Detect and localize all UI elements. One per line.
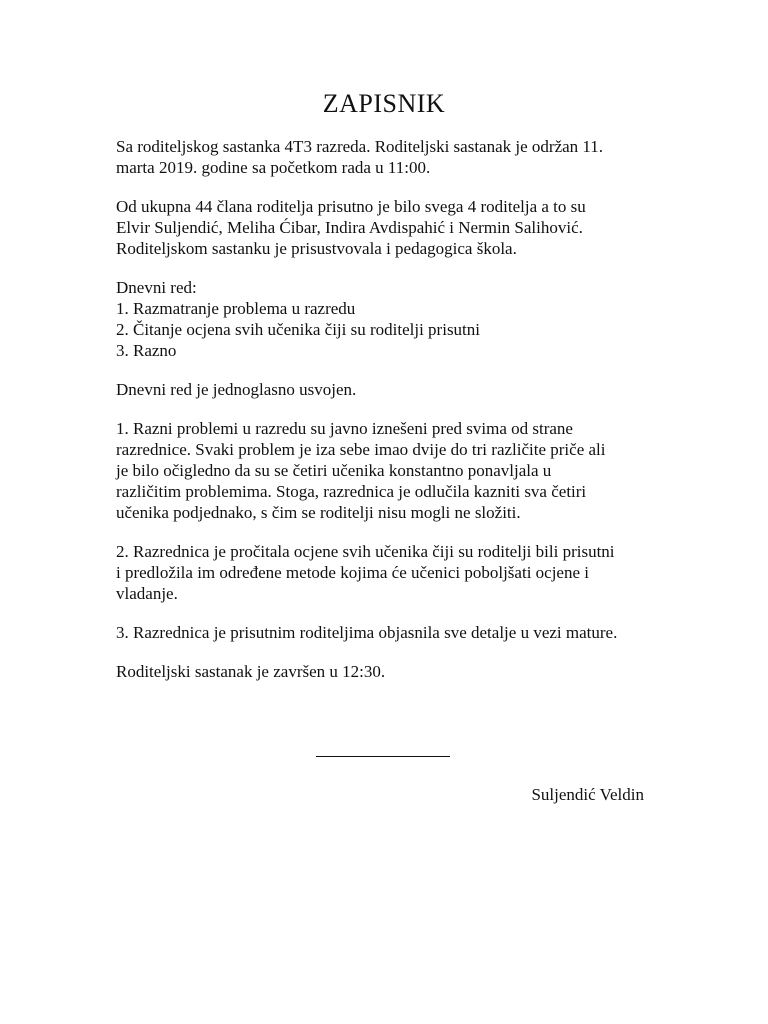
agenda-item: 3. Razno [116,341,177,360]
text-line: Od ukupna 44 člana roditelja prisutno je bilo svega 4 roditelja a to su [116,197,586,216]
text-line: 2. Razrednica je pročitala ocjene svih učenika čiji su roditelji bili prisutni [116,542,615,561]
document-body [116,136,676,700]
text-line: je bilo očigledno da su se četiri učenika konstantno ponavljala u [116,461,552,480]
text-line: Sa roditeljskog sastanka 4T3 razreda. Roditeljski sastanak je održan 11. [116,137,604,156]
paragraph-closing [116,661,676,682]
paragraph-agenda-adopted [116,379,676,400]
text-line: Roditeljski sastanak je završen u 12:30. [116,662,386,681]
text-line: 1. Razni problemi u razredu su javno iznešeni pred svima od strane [116,419,573,438]
paragraph-intro [116,136,676,178]
text-line: različitim problemima. Stoga, razrednica je odlučila kazniti sva četiri [116,482,587,501]
text-line: 3. Razrednica je prisutnim roditeljima objasnila sve detalje u vezi mature. [116,623,618,642]
text-line: Roditeljskom sastanku je prisustvovala i pedagogica škola. [116,239,517,258]
signature-line [316,756,450,757]
agenda-item: 1. Razmatranje problema u razredu [116,299,356,318]
text-line: Dnevni red: [116,278,197,297]
text-line: i predložila im određene metode kojima će učenici poboljšati ocjene i [116,563,589,582]
signature-name: Suljendić Veldin [531,785,644,804]
paragraph-item-2 [116,541,676,604]
paragraph-attendance [116,196,676,259]
text-line: Dnevni red je jednoglasno usvojen. [116,380,357,399]
paragraph-item-3 [116,622,676,643]
agenda-item: 2. Čitanje ocjena svih učenika čiji su roditelji prisutni [116,320,481,339]
text-line: vladanje. [116,584,178,603]
document-title: ZAPISNIK [322,89,446,118]
text-line: razrednice. Svaki problem je iza sebe imao dvije do tri različite priče ali [116,440,606,459]
paragraph-agenda [116,277,676,361]
paragraph-item-1 [116,418,676,523]
text-line: učenika podjednako, s čim se roditelji nisu mogli ne složiti. [116,503,521,522]
text-line: Elvir Suljendić, Meliha Ćibar, Indira Avdispahić i Nermin Salihović. [116,218,583,237]
text-line: marta 2019. godine sa početkom rada u 11:00. [116,158,431,177]
